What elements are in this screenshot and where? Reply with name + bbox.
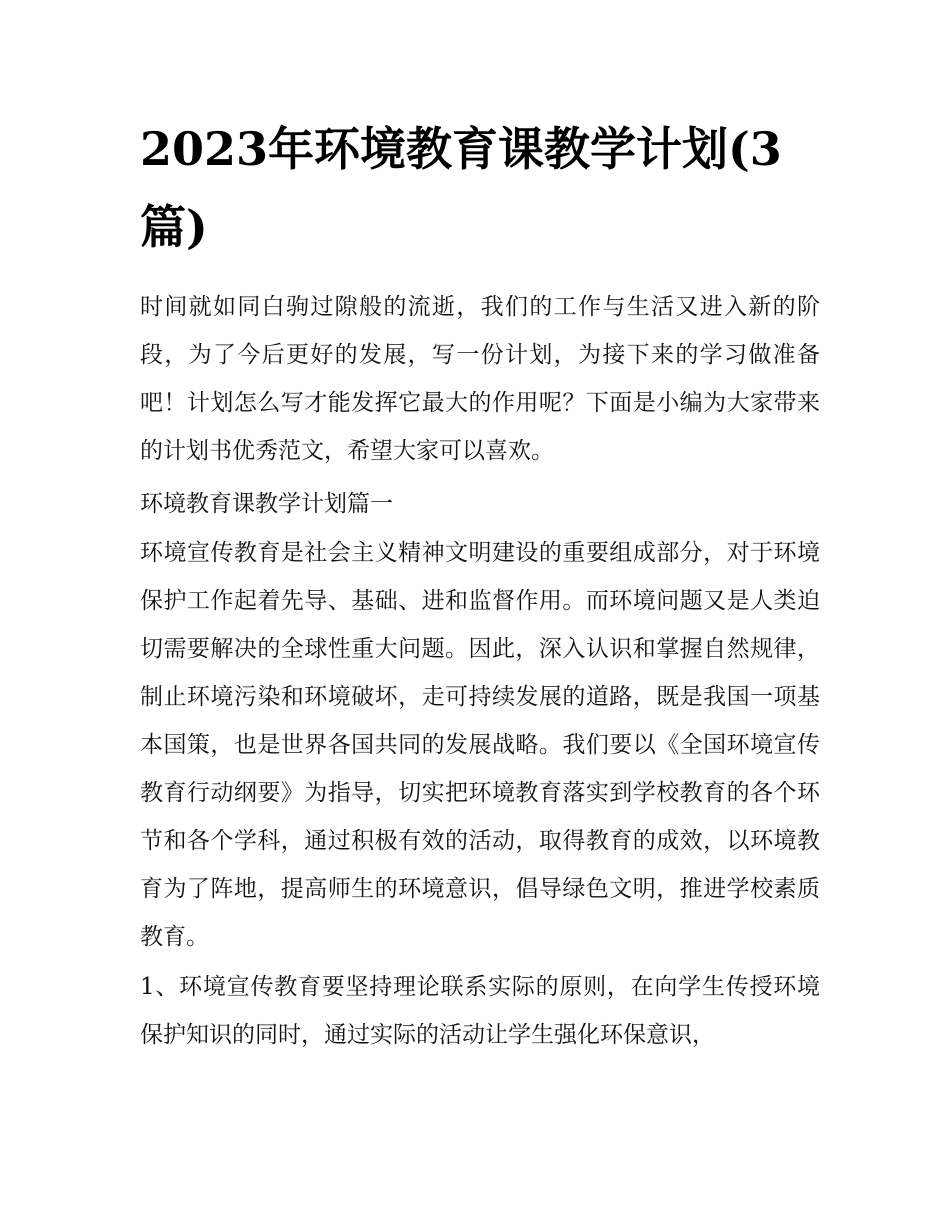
list-item: 1、环境宣传教育要坚持理论联系实际的原则，在向学生传授环境保护知识的同时，通过实际的活动让学生强化环保意识， xyxy=(140,974,820,1048)
section-heading: 环境教育课教学计划篇一 xyxy=(140,491,393,517)
document-title: 2023年环境教育课教学计划(3篇) xyxy=(140,122,782,254)
intro-paragraph: 时间就如同白驹过隙般的流逝，我们的工作与生活又进入新的阶段，为了今后更好的发展，写一份计划，为接下来的学习做准备吧！计划怎么写才能发挥它最大的作用呢？下面是小编为大家带来的计划书优秀范文，希望大家可以喜欢。 xyxy=(140,294,820,464)
section-paragraph: 环境宣传教育是社会主义精神文明建设的重要组成部分，对于环境保护工作起着先导、基础、进和监督作用。而环境问题又是人类迫切需要解决的全球性重大问题。因此，深入认识和掌握自然规律，制止环境污染和环境破坏，走可持续发展的道路，既是我国一项基本国策，也是世界各国共同的发展战略。我们要以《全国环境宣传教育行动纲要》为指导，切实把环境教育落实到学校教育的各个环节和各个学科，通过积极有效的活动，取得教育的成效，以环境教育为了阵地，提高师生的环境意识，倡导绿色文明，推进学校素质教育。 xyxy=(140,540,820,950)
document-page xyxy=(140,110,820,1059)
